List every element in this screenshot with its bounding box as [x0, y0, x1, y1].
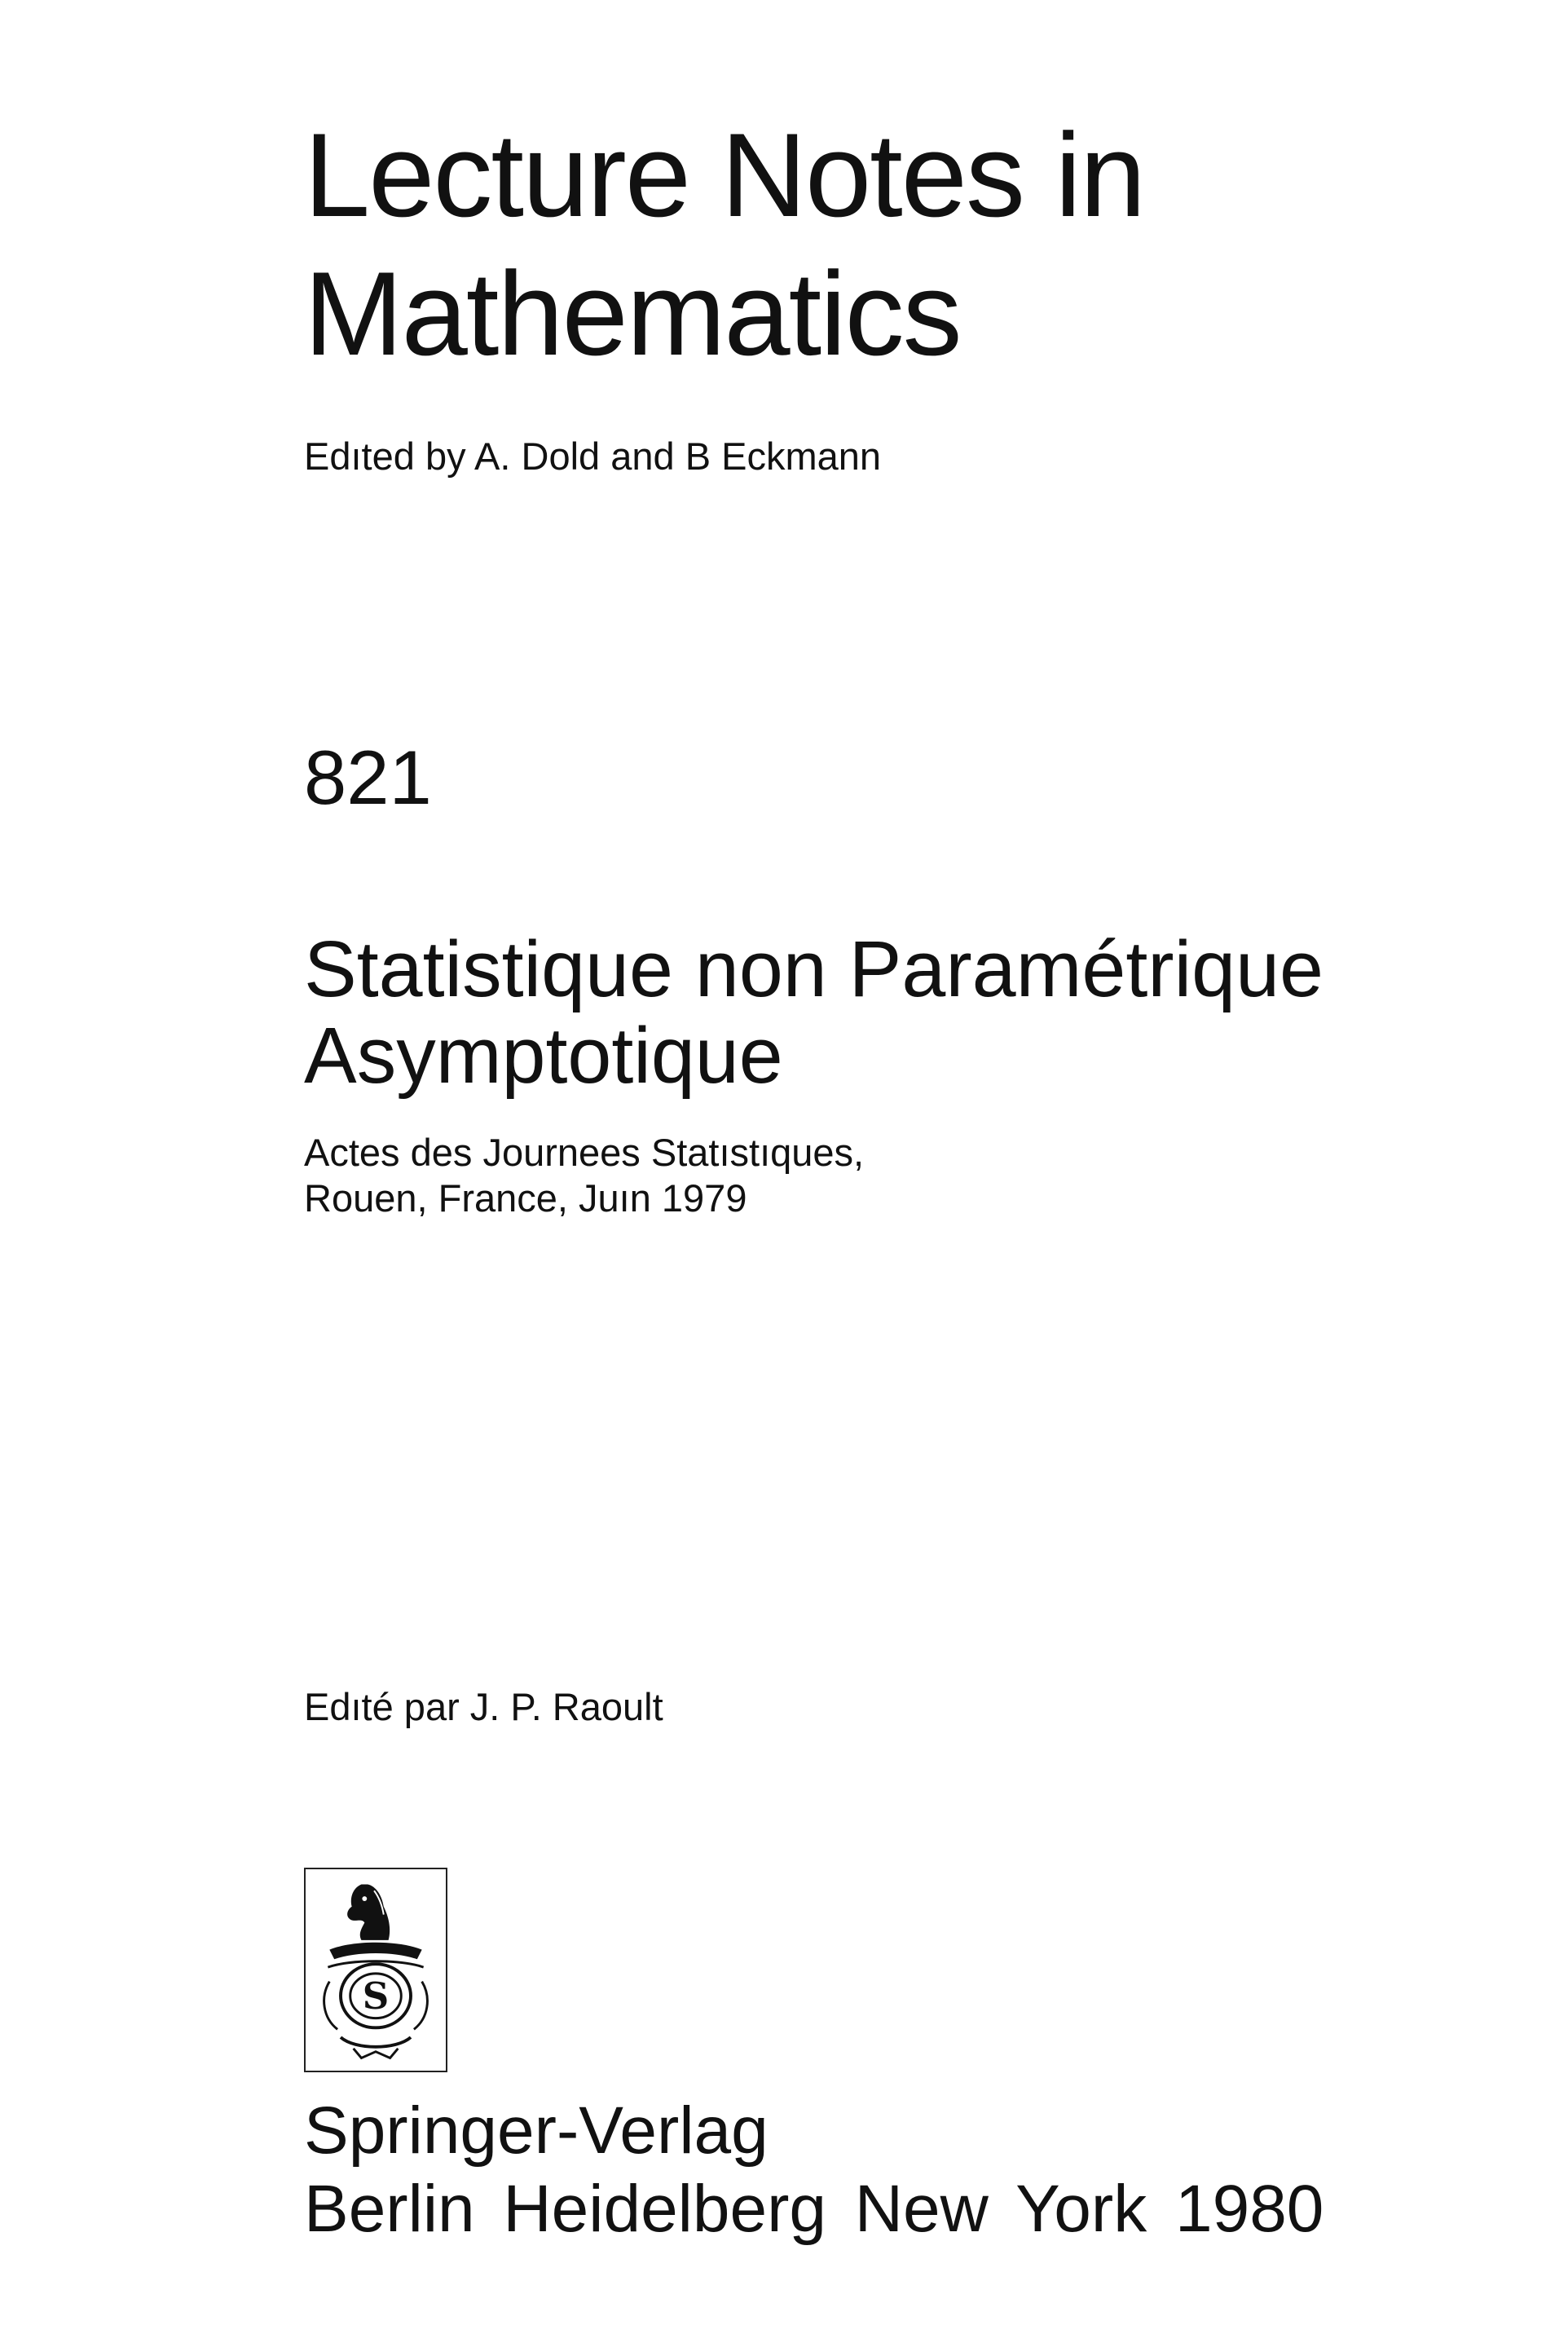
- publisher-name: Springer-Verlag: [304, 2093, 769, 2168]
- series-editors: Edıted by A. Dold and B Eckmann: [304, 435, 882, 478]
- svg-text:S: S: [362, 1974, 390, 2018]
- book-editor: Edıté par J. P. Raoult: [304, 1685, 663, 1728]
- series-title: [304, 106, 1144, 383]
- book-subtitle-line2: Rouen, France, Juın 1979: [304, 1176, 747, 1220]
- book-subtitle: [304, 1130, 864, 1221]
- book-subtitle-line1: Actes des Journees Statıstıques,: [304, 1131, 865, 1174]
- volume-number: 821: [304, 735, 432, 820]
- publisher-places-year: Berlin Heidelberg New York 1980: [304, 2172, 1324, 2246]
- series-title-line1: Lecture Notes in: [304, 108, 1145, 241]
- springer-knight-icon: [304, 1868, 447, 2072]
- series-title-line2: Mathematics: [304, 247, 961, 380]
- book-title: [304, 926, 1324, 1099]
- book-title-line1: Statistique non Paramétrique: [304, 924, 1324, 1013]
- book-title-line2: Asymptotique: [304, 1011, 783, 1100]
